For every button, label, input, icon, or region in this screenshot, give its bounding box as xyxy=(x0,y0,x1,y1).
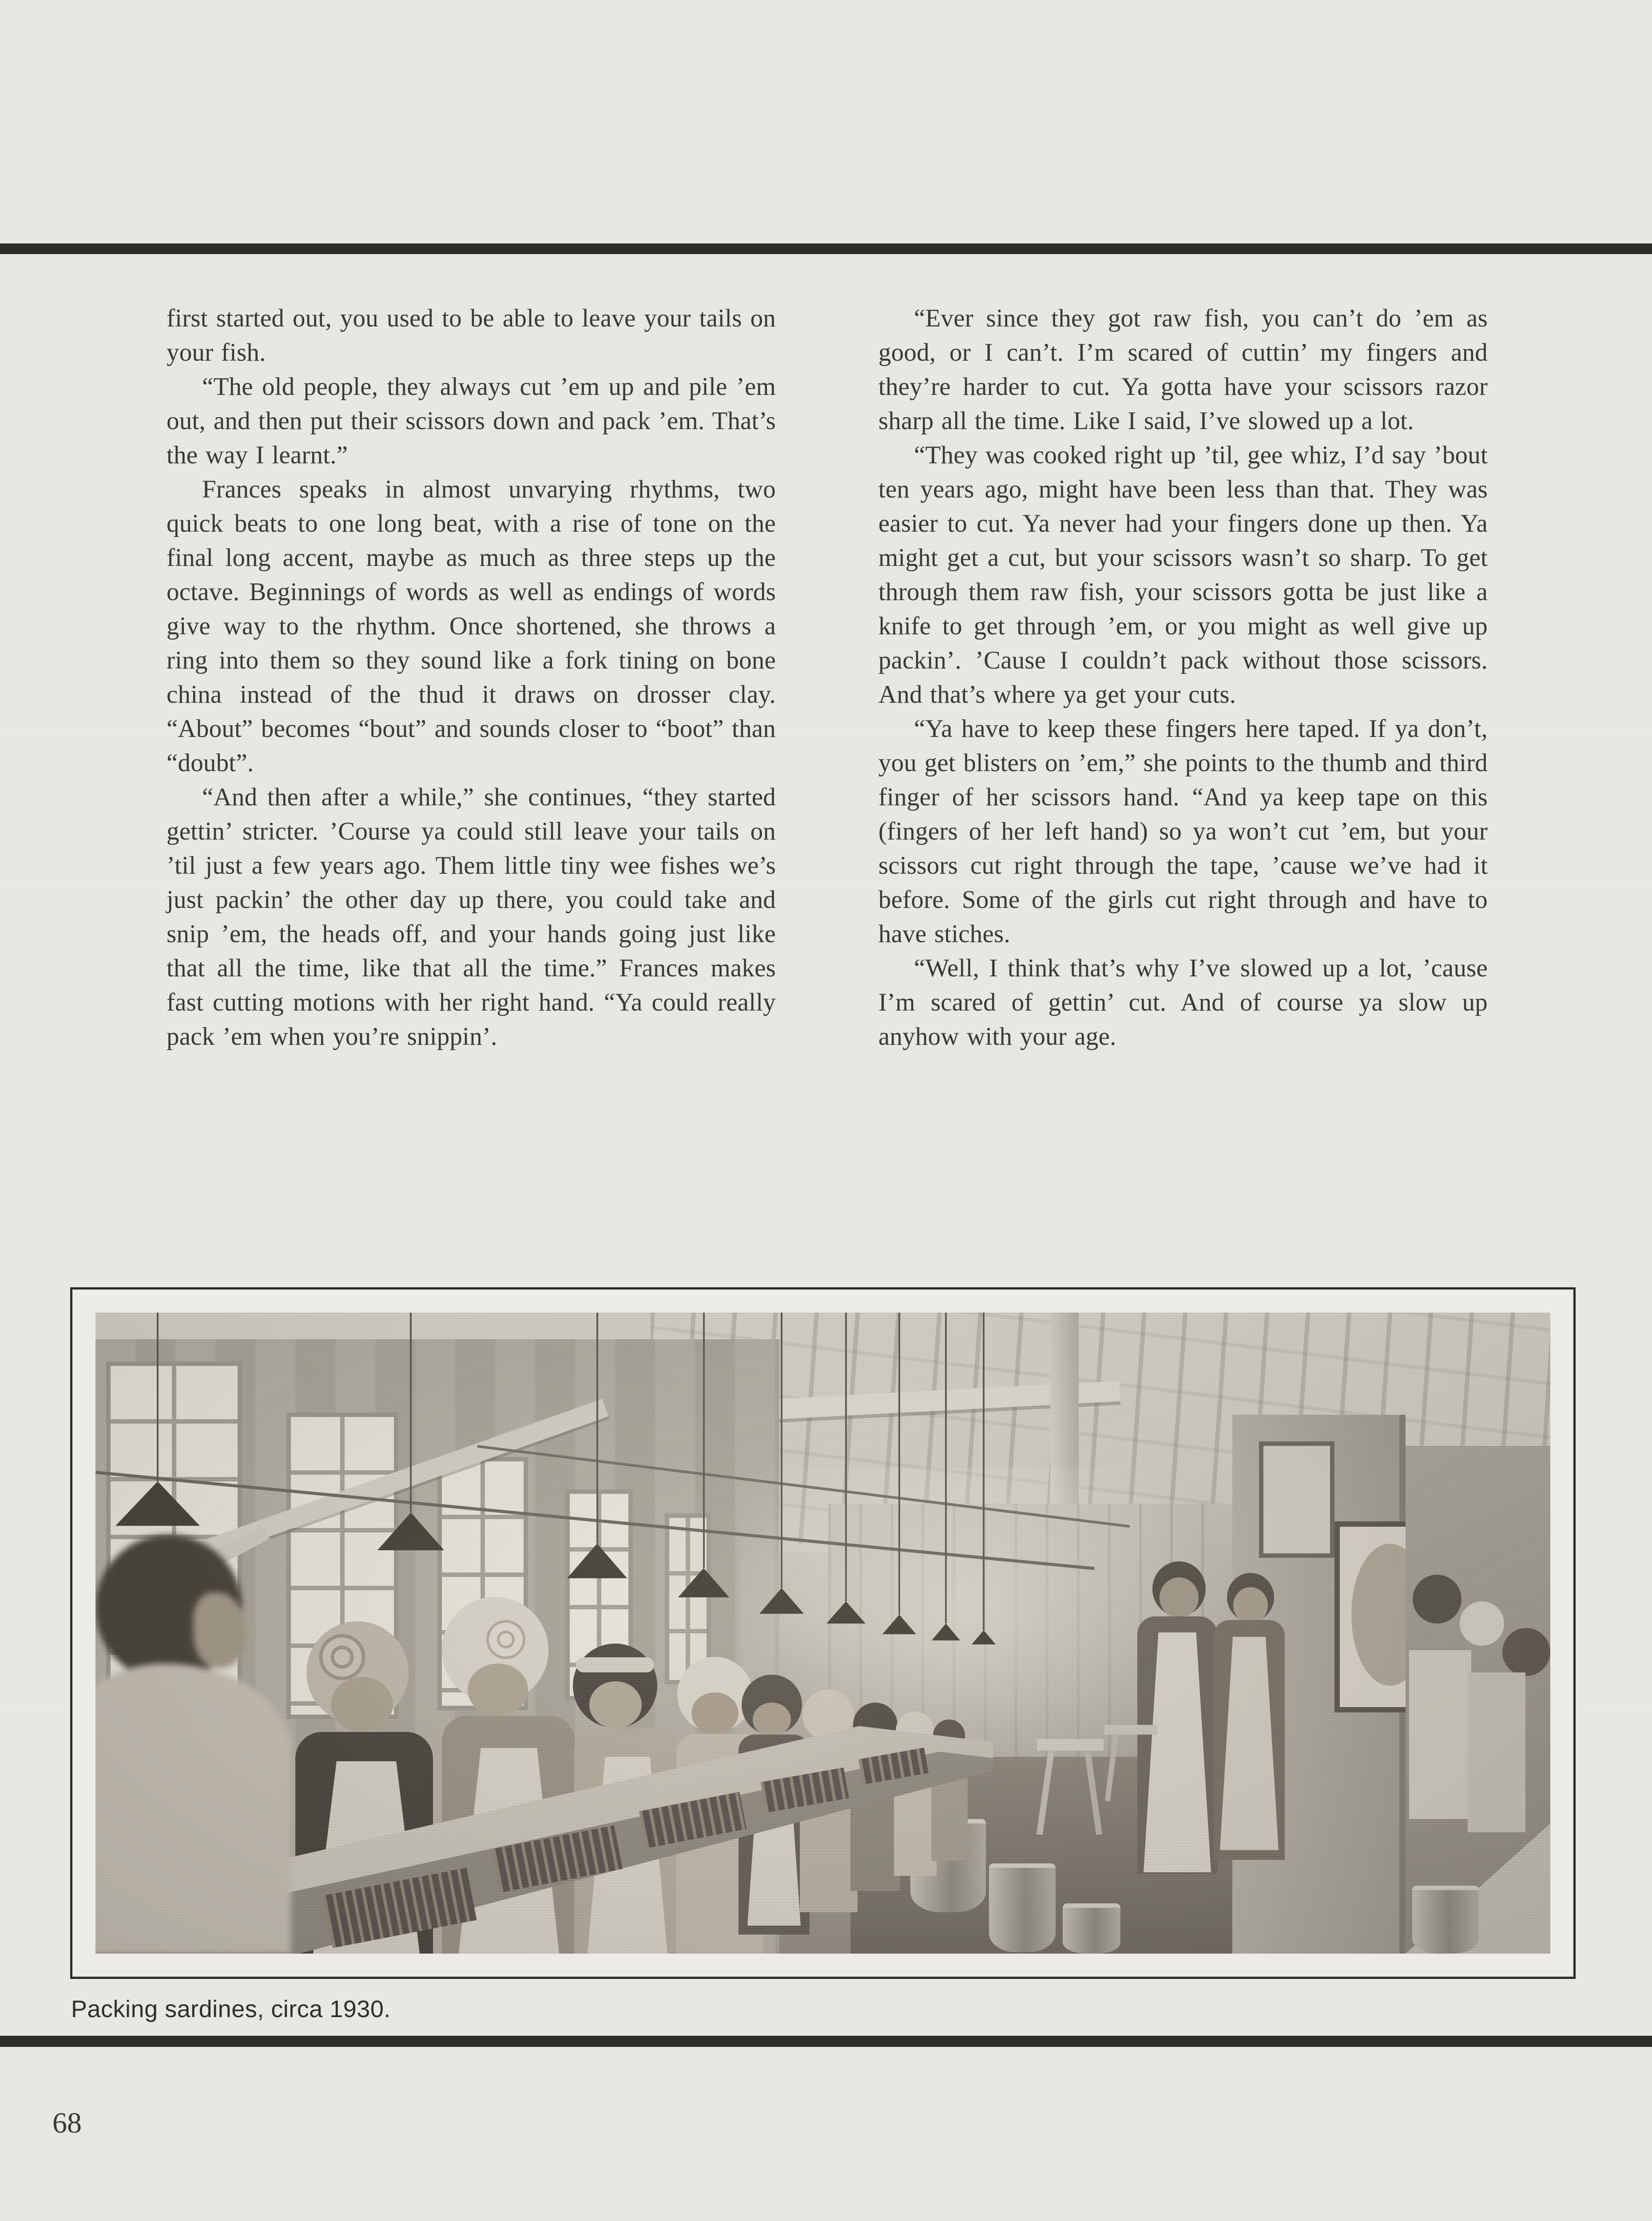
text-column-left xyxy=(167,301,776,1054)
worker-face xyxy=(1233,1587,1268,1624)
bucket xyxy=(1412,1886,1479,1954)
lamp-cord xyxy=(781,1313,782,1588)
worker-headband xyxy=(576,1657,654,1672)
text-column-right xyxy=(878,301,1488,1054)
worker-face xyxy=(691,1692,739,1734)
paragraph: “Ya have to keep these fingers here taped. If ya don’t, you get blisters on ’em,” she points to the thumb and third finger of her scissors hand. “And ya keep tape on this (fingers of her left hand) so ya won’t cut ’em, but your scissors cut right through the tape, ’cause we’ve had it before. Some of the girls cut right through and have to have stiches. xyxy=(878,715,1488,948)
worker-body xyxy=(95,1664,291,1954)
bucket xyxy=(1063,1903,1120,1954)
lamp-cord xyxy=(898,1313,900,1615)
top-rule xyxy=(0,243,1652,254)
lamp-cord xyxy=(596,1313,598,1544)
bottom-rule xyxy=(0,2036,1652,2047)
paragraph: “The old people, they always cut ’em up and pile ’em out, and then put their scissors down and pack ’em. That’s the way I learnt.” xyxy=(167,373,776,469)
stool xyxy=(1037,1739,1104,1751)
worker-head xyxy=(1413,1575,1461,1624)
lamp-cord xyxy=(945,1313,947,1624)
worker-face xyxy=(589,1681,642,1728)
factory-photo xyxy=(95,1313,1550,1954)
worker-head xyxy=(1460,1601,1504,1646)
paragraph: “Well, I think that’s why I’ve slowed up a lot, ’cause I’m scared of gettin’ cut. And of course ya slow up anyhow with your age. xyxy=(878,954,1488,1051)
foreground-worker xyxy=(95,1526,309,1954)
photo-caption: Packing sardines, circa 1930. xyxy=(71,1996,391,2022)
worker-face xyxy=(468,1664,528,1716)
paragraph: “They was cooked right up ’til, gee whiz, I’d say ’bout ten years ago, might have been less than that. They was easier to cut. Ya never had your fingers done up then. Ya might get a cut, but your scissors wasn’t so sharp. To get through them raw fish, your scissors gotta be just like a knife to get through ’em, or you might as well give up packin’. ’Cause I couldn’t pack without those scissors. And that’s where ya get your cuts. xyxy=(878,441,1488,708)
worker-face xyxy=(753,1703,791,1736)
lamp-cord xyxy=(845,1313,847,1601)
paragraph: “And then after a while,” she continues, “they started gettin’ stricter. ’Course ya could still leave your tails on ’til just a few years ago. Them little tiny wee fishes we’s just packin’ the other day up there, you could take and snip ’em, the heads off, and your hands going just like that all the time, like that all the time.” Frances makes fast cutting motions with her right hand. “Ya could really pack ’em when you’re snippin’. xyxy=(167,783,776,1051)
lamp-cord xyxy=(410,1313,412,1513)
paragraph: “Ever since they got raw fish, you can’t do ’em as good, or I can’t. I’m scared of cuttin’ my fingers and they’re harder to cut. Ya gotta have your scissors razor sharp all the time. Like I said, I’ve slowed up a lot. xyxy=(878,304,1488,435)
bucket xyxy=(989,1863,1056,1952)
lamp-cord xyxy=(983,1313,985,1630)
worker-face xyxy=(1160,1577,1199,1618)
framed-picture xyxy=(1259,1441,1334,1558)
paragraph: first started out, you used to be able to leave your tails on your fish. xyxy=(167,304,776,366)
lamp-cord xyxy=(157,1313,159,1481)
stool-leg xyxy=(1147,1735,1152,1801)
photo-frame xyxy=(70,1287,1576,1979)
paragraph: Frances speaks in almost unvarying rhythms, two quick beats to one long beat, with a rise of tone on the final long accent, maybe as much as three steps up the octave. Beginnings of words as well as endings of words give way to the rhythm. Once shortened, she throws a ring into them so they sound like a fork tining on bone china instead of the thud it draws on drosser clay. “About” becomes “bout” and sounds closer to “boot” than “doubt”. xyxy=(167,475,776,777)
worker-head xyxy=(1502,1628,1550,1676)
worker-apron xyxy=(1409,1650,1471,1819)
page-number: 68 xyxy=(52,2107,82,2139)
lamp-cord xyxy=(703,1313,705,1568)
worker-apron xyxy=(1468,1672,1525,1832)
stool xyxy=(1104,1725,1158,1735)
worker-face xyxy=(331,1677,393,1732)
